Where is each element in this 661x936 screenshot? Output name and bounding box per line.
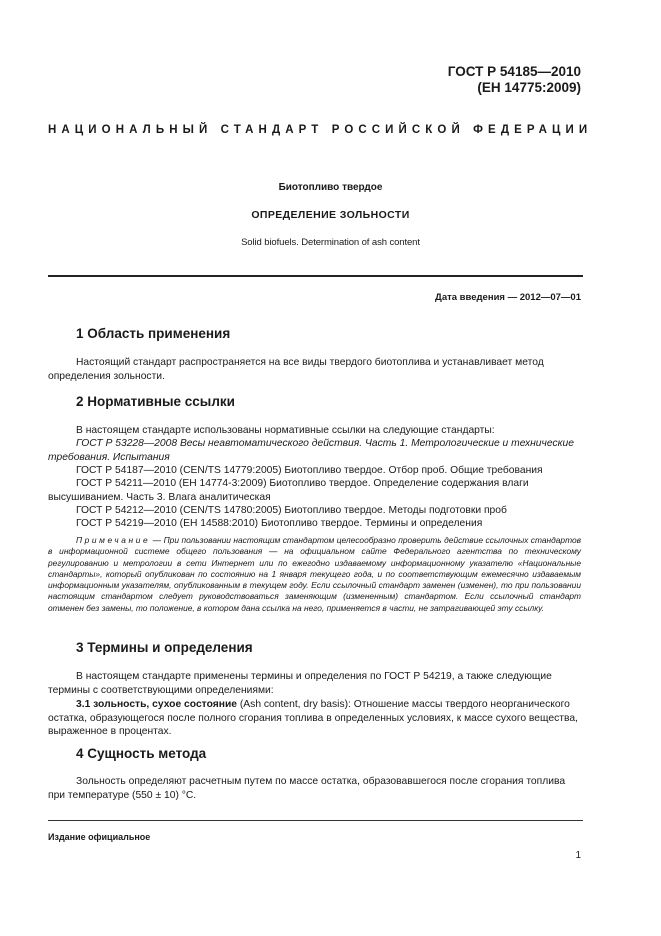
doc-title: ОПРЕДЕЛЕНИЕ ЗОЛЬНОСТИ bbox=[251, 209, 410, 221]
reference-gost-54187: ГОСТ Р 54187—2010 (CEN/TS 14779:2005) Биотопливо твердое. Отбор проб. Общие требования bbox=[76, 465, 543, 476]
section-2-intro: В настоящем стандарте использованы нормативные ссылки на следующие стандарты: bbox=[76, 425, 495, 436]
page-number: 1 bbox=[575, 850, 581, 861]
section-4-heading: 4 Сущность метода bbox=[76, 746, 207, 761]
section-3-heading: 3 Термины и определения bbox=[76, 640, 253, 655]
note-label: Примечание bbox=[76, 535, 151, 545]
publication-label: Издание официальное bbox=[48, 832, 151, 842]
standard-code: ГОСТ Р 54185—2010 bbox=[447, 64, 581, 79]
note-text: — При пользовании настоящим стандартом целесообразно проверить действие ссылочных стандартов в информационной системе общего пользования — на официальном сайте Федерального агентства по техническому регулированию и метрологии в сети Интернет или по ежегодно издаваемому информационному указателю «Национальные стандарты», который опубликован по состоянию на 1 января текущего года, и по соответствующим ежемесячно издаваемым информационным указателям, опубликованным в текущем году. Если ссылочный стандарт заменен (изменен), то при пользовании настоящим стандартом следует руководствоваться заменяющим (измененным) стандартом. Если ссылочный стандарт отменен без замены, то положение, в котором дана ссылка на него, применяется в части, не затрагивающей эту ссылку. bbox=[48, 535, 581, 613]
section-1-heading: 1 Область применения bbox=[76, 326, 231, 341]
section-3-intro: В настоящем стандарте применены термины и определения по ГОСТ Р 54219, а также следующие термины с соответствующими определениями: bbox=[48, 671, 552, 696]
standard-code-block bbox=[448, 64, 581, 96]
term-definition: (Ash content, dry basis): Отношение массы твердого неорганического остатка, образующегося после полного сгорания топлива в определенных условиях, к массе сухого вещества, выраженное в процентах. bbox=[48, 699, 578, 738]
reference-gost-54219: ГОСТ Р 54219—2010 (ЕН 14588:2010) Биотопливо твердое. Термины и определения bbox=[76, 518, 483, 529]
reference-gost-53228: ГОСТ Р 53228—2008 Весы неавтоматического действия. Часть 1. Метрологические и технические требования. Испытания bbox=[48, 438, 574, 463]
doc-title-english: Solid biofuels. Determination of ash content bbox=[241, 237, 420, 248]
section-4-text: Зольность определяют расчетным путем по массе остатка, образовавшегося после сгорания топлива при температуре (550 ± 10) °С. bbox=[48, 776, 566, 801]
title-divider bbox=[48, 275, 583, 277]
term-ash-content bbox=[48, 698, 581, 739]
reference-gost-54212: ГОСТ Р 54212—2010 (CEN/TS 14780:2005) Биотопливо твердое. Методы подготовки проб bbox=[76, 505, 507, 516]
section-2-heading: 2 Нормативные ссылки bbox=[76, 394, 235, 409]
reference-gost-54211: ГОСТ Р 54211—2010 (ЕН 14774-3:2009) Биотопливо твердое. Определение содержания влаги высушиванием. Часть 3. Влага аналитическая bbox=[48, 478, 529, 503]
standard-code-en: (ЕН 14775:2009) bbox=[477, 80, 581, 95]
term-name: 3.1 зольность, сухое состояние bbox=[76, 699, 238, 710]
section-1-text: Настоящий стандарт распространяется на все виды твердого биотоплива и устанавливает метод определения зольности. bbox=[48, 357, 544, 382]
references-note bbox=[48, 535, 581, 614]
footer-divider bbox=[48, 820, 583, 821]
national-standard-banner: НАЦИОНАЛЬНЫЙ СТАНДАРТ РОССИЙСКОЙ ФЕДЕРАЦИИ bbox=[48, 124, 593, 136]
doc-subtitle: Биотопливо твердое bbox=[278, 182, 383, 193]
introduction-date: Дата введения — 2012—07—01 bbox=[435, 292, 581, 303]
